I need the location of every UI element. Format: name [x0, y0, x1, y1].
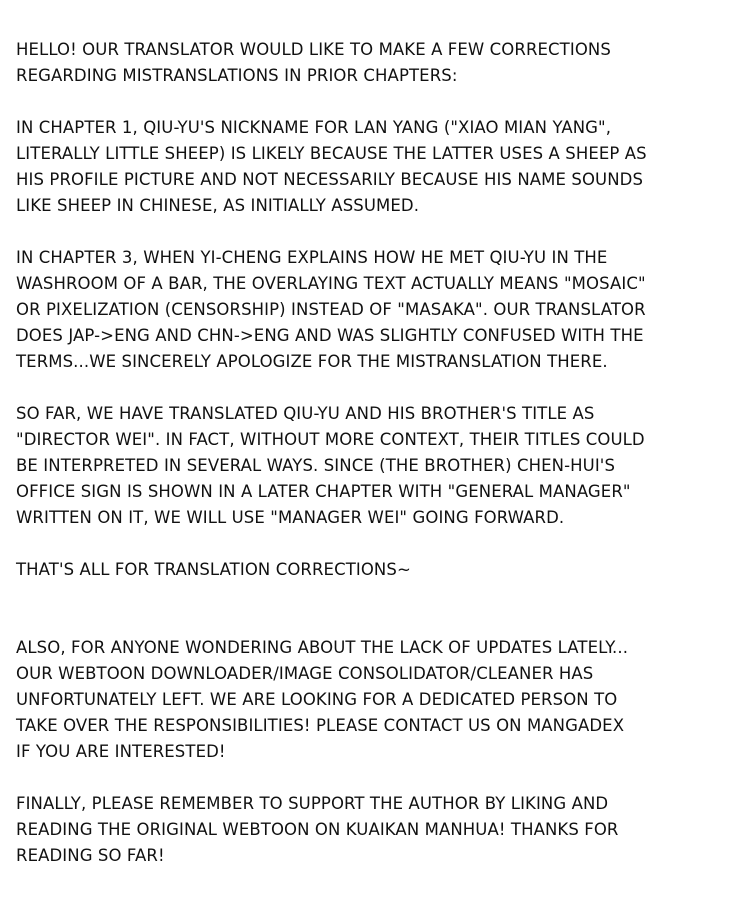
- chapter-1-correction: IN CHAPTER 1, QIU-YU'S NICKNAME FOR LAN YANG ("XIAO MIAN YANG", LITERALLY LITTLE SHEEP) IS LIKELY BECAUSE THE LATTER USES A SHEEP AS HIS PROFILE PICTURE AND NOT NECESSARILY BECAUSE HIS NAME SOUNDS LIKE SHEEP IN CHINESE, AS INITIALLY ASSUMED.: [16, 118, 647, 215]
- intro-paragraph: HELLO! OUR TRANSLATOR WOULD LIKE TO MAKE A FEW CORRECTIONS REGARDING MISTRANSLATIONS IN PRIOR CHAPTERS:: [16, 40, 611, 85]
- title-correction: SO FAR, WE HAVE TRANSLATED QIU-YU AND HIS BROTHER'S TITLE AS "DIRECTOR WEI". IN FACT, WITHOUT MORE CONTEXT, THEIR TITLES COULD BE INTERPRETED IN SEVERAL WAYS. SINCE (THE BROTHER) CHEN-HUI'S OFFICE SIGN IS SHOWN IN A LATER CHAPTER WITH "GENERAL MANAGER" WRITTEN ON IT, WE WILL USE "MANAGER WEI" GOING FORWARD.: [16, 404, 645, 527]
- translator-notice: [16, 37, 740, 895]
- chapter-3-correction: IN CHAPTER 3, WHEN YI-CHENG EXPLAINS HOW HE MET QIU-YU IN THE WASHROOM OF A BAR, THE OVERLAYING TEXT ACTUALLY MEANS "MOSAIC" OR PIXELIZATION (CENSORSHIP) INSTEAD OF "MASAKA". OUR TRANSLATOR DOES JAP->ENG AND CHN->ENG AND WAS SLIGHTLY CONFUSED WITH THE TERMS...WE SINCERELY APOLOGIZE FOR THE MISTRANSLATION THERE.: [16, 248, 646, 371]
- staff-recruitment-paragraph: ALSO, FOR ANYONE WONDERING ABOUT THE LACK OF UPDATES LATELY... OUR WEBTOON DOWNLOADER/IMAGE CONSOLIDATOR/CLEANER HAS UNFORTUNATELY LEFT. WE ARE LOOKING FOR A DEDICATED PERSON TO TAKE OVER THE RESPONSIBILITIES! PLEASE CONTACT US ON MANGADEX IF YOU ARE INTERESTED!: [16, 638, 629, 761]
- corrections-closing: THAT'S ALL FOR TRANSLATION CORRECTIONS~: [16, 560, 411, 579]
- support-author-paragraph: FINALLY, PLEASE REMEMBER TO SUPPORT THE AUTHOR BY LIKING AND READING THE ORIGINAL WEBTOON ON KUAIKAN MANHUA! THANKS FOR READING SO FAR!: [16, 794, 619, 865]
